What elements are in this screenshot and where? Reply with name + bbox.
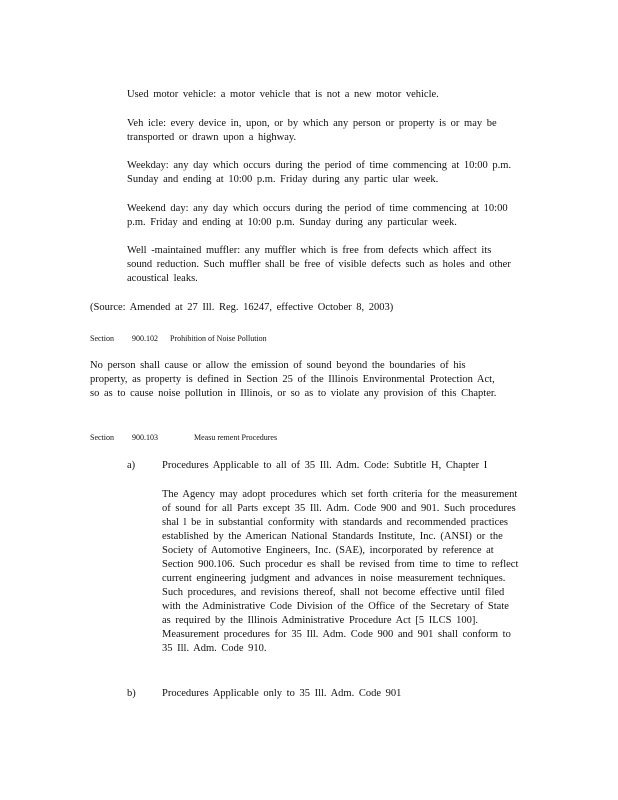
- item-label-a: a): [127, 460, 136, 471]
- section-number: 900.102: [132, 334, 158, 343]
- section-title: Prohibition of Noise Pollution: [170, 334, 267, 343]
- item-a-heading: Procedures Applicable to all of 35 Ill. Adm. Code: Subtitle H, Chapter I: [162, 460, 488, 471]
- section-900-102-body: No person shall cause or allow the emission of sound beyond the boundaries of his property, as property is defined in Section 25 of the Illinois Environmental Protection Act, so as to cause noise pollution in Illinois, or so as to violate any provision of this Chapter.: [90, 360, 497, 399]
- section-label: Section: [90, 334, 114, 343]
- item-a-body: The Agency may adopt procedures which set forth criteria for the measurement of sound for all Parts except 35 Ill. Adm. Code 900 and 901. Such procedures shal l be in substantial conformity with standards and recommended practices established by the American National Standards Institute, Inc. (ANSI) or the Society of Automotive Engineers, Inc. (SAE), incorporated by reference at Section 900.106. Such procedur es shall be revised from time to time to reflect current engineering judgment and advances in noise measurement techniques. Such procedures, and revisions thereof, shall not become effective until filed with the Administrative Code Division of the Office of the Secretary of State as required by the Illinois Administrative Procedure Act [5 ILCS 100]. Measurement procedures for 35 Ill. Adm. Code 900 and 901 shall conform to 35 Ill. Adm. Code 910.: [162, 489, 519, 654]
- definition-weekday: Weekday: any day which occurs during the period of time commencing at 10:00 p.m. Sunday and ending at 10:00 p.m. Friday during any partic ular week.: [127, 160, 512, 185]
- definition-well-maintained-muffler: Well -maintained muffler: any muffler which is free from defects which affect its sound reduction. Such muffler shall be free of visible defects such as holes and other acoustical leaks.: [127, 245, 511, 284]
- item-b-heading: Procedures Applicable only to 35 Ill. Adm. Code 901: [162, 688, 402, 699]
- section-label: Section: [90, 433, 114, 442]
- definition-vehicle: Veh icle: every device in, upon, or by which any person or property is or may be transported or drawn upon a highway.: [127, 118, 497, 143]
- source-note: (Source: Amended at 27 Ill. Reg. 16247, effective October 8, 2003): [90, 302, 394, 313]
- definition-used-motor-vehicle: Used motor vehicle: a motor vehicle that is not a new motor vehicle.: [127, 89, 439, 100]
- definition-weekend-day: Weekend day: any day which occurs during the period of time commencing at 10:00 p.m. Friday and ending at 10:00 p.m. Sunday during any particular week.: [127, 203, 508, 228]
- section-title: Measu rement Procedures: [194, 433, 278, 442]
- item-label-b: b): [127, 688, 136, 699]
- section-900-102-heading: [90, 334, 267, 344]
- section-900-103-heading: [90, 433, 277, 443]
- section-number: 900.103: [132, 433, 158, 442]
